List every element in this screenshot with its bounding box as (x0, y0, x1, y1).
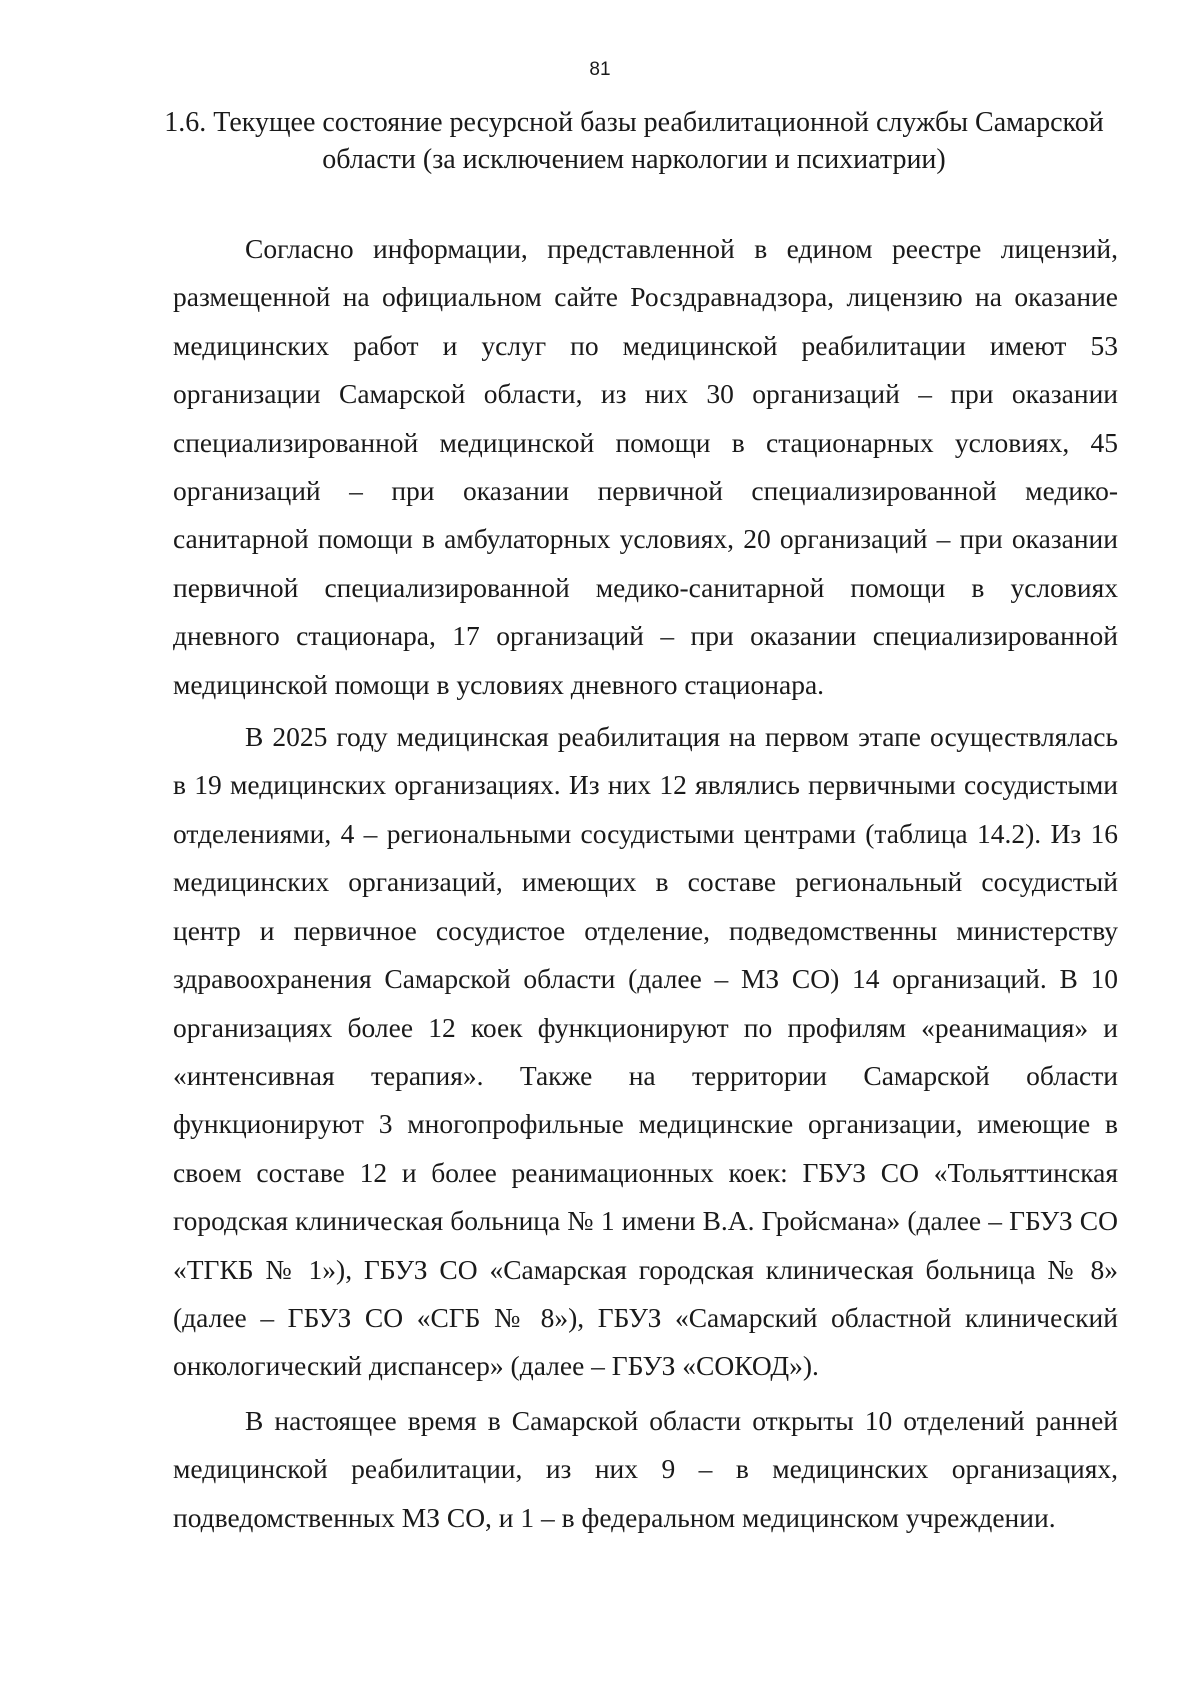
paragraph-early-rehabilitation-departments: В настоящее время в Самарской области открыты 10 отделений ранней медицинской реабилитации, из них 9 – в медицинских организациях, подведомственных МЗ СО, и 1 – в федеральном медицинском учреждении. (173, 1404, 1118, 1533)
paragraph-licenses: Согласно информации, представленной в едином реестре лицензий, размещенной на официальном сайте Росздравнадзора, лицензию на оказание медицинских работ и услуг по медицинской реабилитации имеют 53 организации Самарской области, из них 30 организаций – при оказании специализированной медицинской помощи в стационарных условиях, 45 организаций – при оказании первичной специализированной медико-санитарной помощи в амбулаторных условиях, 20 организаций – при оказании первичной специализированной медико-санитарной помощи в условиях дневного стационара, 17 организаций – при оказании специализированной медицинской помощи в условиях дневного стационара. (173, 233, 1118, 700)
section-title: 1.6. Текущее состояние ресурсной базы реабилитационной службы Самарской области (за исключением наркологии и психиатрии) (164, 107, 1104, 175)
paragraph-rehabilitation-stage-one: В 2025 году медицинская реабилитация на первом этапе осуществлялась в 19 медицинских организациях. Из них 12 являлись первичными сосудистыми отделениями, 4 – региональными сосудистыми центрами (таблица 14.2). Из 16 медицинских организаций, имеющих в составе региональный сосудистый центр и первичное сосудистое отделение, подведомственны министерству здравоохранения Самарской области (далее – МЗ СО) 14 организаций. В 10 организациях более 12 коек функционируют по профилям «реанимация» и «интенсивная терапия». Также на территории Самарской области функционируют 3 многопрофильные медицинские организации, имеющие в своем составе 12 и более реанимационных коек: ГБУЗ СО «Тольяттинская городская клиническая больница № 1 имени В.А. Гройсмана» (далее – ГБУЗ СО «ТГКБ № 1»), ГБУЗ СО «Самарская городская клиническая больница № 8» (далее – ГБУЗ СО «СГБ № 8»), ГБУЗ «Самарский областной клинический онкологический диспансер» (далее – ГБУЗ «СОКОД»). (173, 721, 1118, 1382)
page-number: 81 (589, 59, 611, 80)
body-text (173, 225, 1118, 1542)
